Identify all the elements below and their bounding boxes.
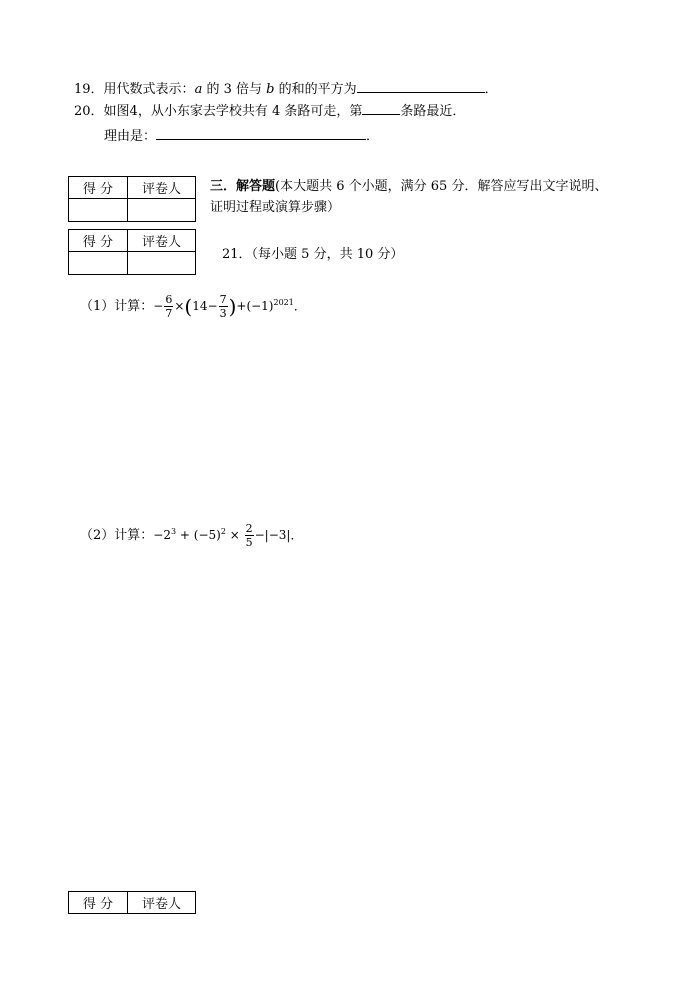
- minus-sign: −: [207, 299, 218, 313]
- grader-header: 评卷人: [128, 892, 196, 914]
- fraction-7-3: [219, 294, 228, 319]
- part-label: （1）计算：: [80, 299, 154, 314]
- score-table: [68, 891, 196, 914]
- exponent: 3: [170, 527, 177, 536]
- question-text: 条路最近．: [400, 104, 466, 119]
- fraction-2-5: [245, 523, 254, 548]
- variable-a: a: [194, 82, 203, 97]
- question-number: 20．: [74, 104, 104, 119]
- minus-sign: −: [254, 528, 265, 542]
- times-sign: ×: [225, 528, 244, 542]
- score-header: 得 分: [69, 892, 128, 914]
- grader-header: 评卷人: [128, 177, 196, 199]
- numerator: 6: [165, 293, 173, 306]
- part-label: （2）计算：: [80, 528, 154, 543]
- denominator: 5: [245, 536, 253, 549]
- score-header: 得 分: [69, 177, 128, 199]
- question-text: 的 3 倍与: [202, 82, 267, 97]
- grader-cell[interactable]: [128, 199, 196, 222]
- question-21-part-2: [80, 515, 302, 549]
- question-text: 如图4，从小东家去学校共有 4 条路可走，第: [103, 104, 363, 119]
- grader-header: 评卷人: [128, 230, 196, 252]
- plus-sign: +: [176, 528, 194, 542]
- score-cell[interactable]: [69, 199, 128, 222]
- question-text: 的和的平方为: [274, 82, 357, 97]
- denominator: 7: [165, 307, 173, 320]
- section-description-line2: 证明过程或演算步骤）: [210, 200, 341, 215]
- question-21-header: 21．（每小题 5 分，共 10 分）: [222, 247, 404, 262]
- numerator: 7: [219, 293, 227, 306]
- grader-cell[interactable]: [128, 252, 196, 275]
- exponent: 2: [220, 527, 226, 536]
- term-neg-2: −2: [153, 528, 171, 542]
- reason-label: 理由是：: [104, 129, 157, 144]
- punctuation: ．: [484, 82, 498, 97]
- power-base: (−5): [193, 528, 221, 542]
- score-header: 得 分: [69, 230, 128, 252]
- section-number: 三．: [210, 179, 237, 194]
- times-sign: ×: [174, 299, 185, 313]
- minus-sign: −: [153, 299, 164, 313]
- fraction-6-7: [164, 294, 173, 319]
- punctuation: ．: [290, 528, 303, 542]
- question-text: 用代数式表示：: [103, 82, 195, 97]
- section-description: (本大题共 6 个小题，满分 65 分．解答应写出文字说明、: [275, 179, 608, 194]
- numerator: 2: [245, 522, 253, 535]
- variable-b: b: [266, 82, 275, 97]
- punctuation: ．: [293, 299, 306, 313]
- score-table: [68, 229, 196, 275]
- section-title: 解答题: [236, 179, 276, 194]
- punctuation: ．: [366, 129, 380, 144]
- question-21-part-1: [80, 286, 306, 320]
- question-20-reason: [104, 125, 379, 144]
- question-number: 19．: [74, 82, 104, 97]
- power-base: (−1): [246, 299, 274, 313]
- left-paren: (: [184, 294, 193, 319]
- absolute-value: |−3|: [264, 528, 291, 542]
- plus-sign: +: [236, 299, 247, 313]
- answer-blank[interactable]: [362, 102, 400, 115]
- reason-blank[interactable]: [156, 127, 366, 140]
- score-cell[interactable]: [69, 252, 128, 275]
- question-19: [74, 78, 498, 97]
- question-20: [74, 100, 465, 119]
- section-heading: [210, 175, 607, 194]
- score-table: [68, 176, 196, 222]
- right-paren: ): [228, 294, 237, 319]
- exponent: 2021: [273, 298, 294, 307]
- answer-blank[interactable]: [357, 80, 485, 93]
- number-14: 14: [192, 299, 208, 313]
- denominator: 3: [219, 307, 227, 320]
